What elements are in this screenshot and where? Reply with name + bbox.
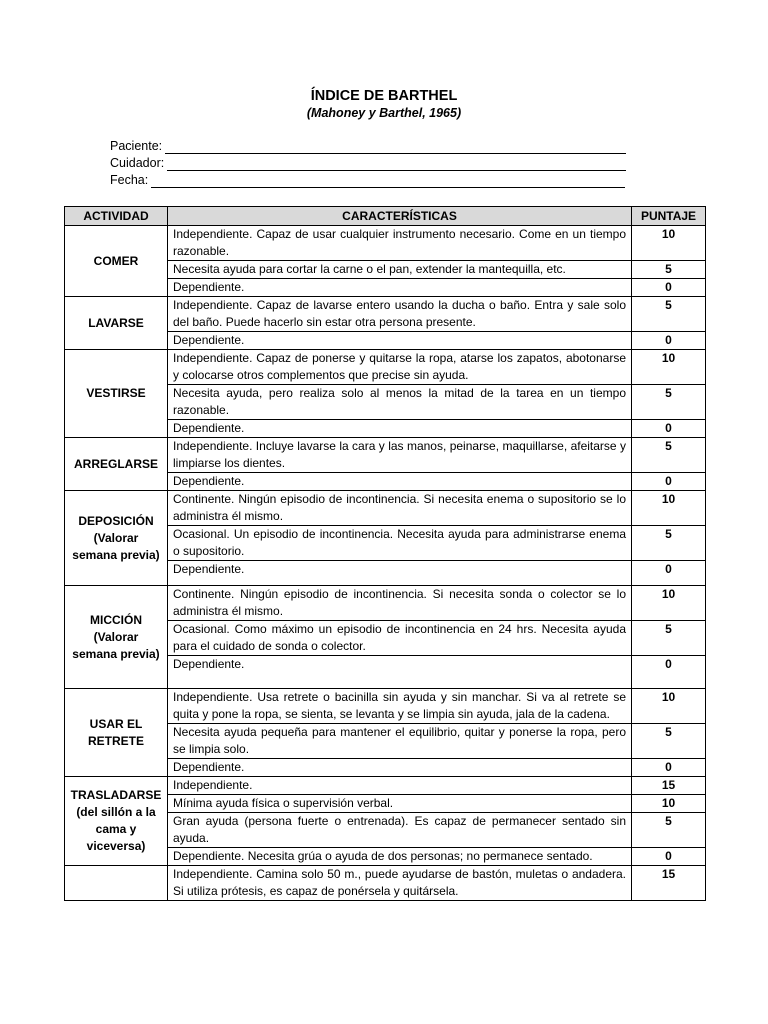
score-cell: 15 — [632, 866, 706, 901]
description-cell: Independiente. Capaz de usar cualquier instrumento necesario. Come en un tiempo razonable. — [168, 226, 632, 261]
caregiver-blank-line — [167, 158, 626, 171]
score-cell: 5 — [632, 261, 706, 279]
description-cell: Necesita ayuda para cortar la carne o el pan, extender la mantequilla, etc. — [168, 261, 632, 279]
description-cell: Dependiente. — [168, 561, 632, 586]
table-row — [65, 297, 706, 332]
description-cell: Dependiente. — [168, 279, 632, 297]
description-cell: Ocasional. Un episodio de incontinencia. Necesita ayuda para administrarse enema o supositorio. — [168, 526, 632, 561]
table-header-row — [65, 207, 706, 226]
activity-cell: USAR EL RETRETE — [65, 689, 168, 777]
score-cell: 15 — [632, 777, 706, 795]
description-cell: Mínima ayuda física o supervisión verbal. — [168, 795, 632, 813]
description-cell: Dependiente. Necesita grúa o ayuda de dos personas; no permanece sentado. — [168, 848, 632, 866]
description-cell: Dependiente. — [168, 759, 632, 777]
score-cell: 5 — [632, 813, 706, 848]
description-cell: Independiente. Capaz de lavarse entero usando la ducha o baño. Entra y sale solo del baño. Puede hacerlo sin estar otra persona presente. — [168, 297, 632, 332]
score-cell: 5 — [632, 724, 706, 759]
description-cell: Dependiente. — [168, 656, 632, 689]
activity-cell: DEPOSICIÓN (Valorar semana previa) — [65, 491, 168, 586]
score-cell: 5 — [632, 621, 706, 656]
score-cell: 10 — [632, 226, 706, 261]
score-cell: 5 — [632, 297, 706, 332]
score-cell: 0 — [632, 656, 706, 689]
document-title: ÍNDICE DE BARTHEL — [310, 88, 458, 104]
document-subtitle: (Mahoney y Barthel, 1965) — [306, 106, 462, 120]
description-cell: Dependiente. — [168, 332, 632, 350]
barthel-table — [64, 206, 706, 901]
table-row — [65, 866, 706, 901]
activity-cell: VESTIRSE — [65, 350, 168, 438]
description-cell: Dependiente. — [168, 420, 632, 438]
score-cell: 0 — [632, 332, 706, 350]
score-cell: 10 — [632, 350, 706, 385]
score-cell: 5 — [632, 438, 706, 473]
table-row — [65, 226, 706, 261]
description-cell: Gran ayuda (persona fuerte o entrenada). Es capaz de permanecer sentado sin ayuda. — [168, 813, 632, 848]
score-cell: 0 — [632, 561, 706, 586]
score-cell: 0 — [632, 759, 706, 777]
activity-cell: MICCIÓN (Valorar semana previa) — [65, 586, 168, 689]
header-score: PUNTAJE — [632, 207, 706, 226]
table-row — [65, 586, 706, 621]
activity-cell: ARREGLARSE — [65, 438, 168, 491]
patient-label: Paciente: — [110, 139, 163, 153]
description-cell: Necesita ayuda pequeña para mantener el equilibrio, quitar y ponerse la ropa, pero se limpia solo. — [168, 724, 632, 759]
score-cell: 0 — [632, 848, 706, 866]
description-cell: Independiente. — [168, 777, 632, 795]
header-activity: ACTIVIDAD — [65, 207, 168, 226]
score-cell: 10 — [632, 586, 706, 621]
table-row — [65, 777, 706, 795]
activity-cell: COMER — [65, 226, 168, 297]
date-label: Fecha: — [110, 173, 149, 187]
header-characteristics: CARACTERÍSTICAS — [168, 207, 632, 226]
description-cell: Dependiente. — [168, 473, 632, 491]
score-cell: 5 — [632, 526, 706, 561]
score-cell: 10 — [632, 795, 706, 813]
date-field — [110, 172, 625, 188]
table-row — [65, 350, 706, 385]
score-cell: 0 — [632, 279, 706, 297]
caregiver-field — [110, 155, 626, 171]
score-cell: 5 — [632, 385, 706, 420]
score-cell: 0 — [632, 473, 706, 491]
patient-blank-line — [165, 141, 626, 154]
activity-cell — [65, 866, 168, 901]
description-cell: Ocasional. Como máximo un episodio de incontinencia en 24 hrs. Necesita ayuda para el cuidado de sonda o colector. — [168, 621, 632, 656]
activity-cell: LAVARSE — [65, 297, 168, 350]
score-cell: 10 — [632, 491, 706, 526]
description-cell: Independiente. Incluye lavarse la cara y las manos, peinarse, maquillarse, afeitarse y limpiarse los dientes. — [168, 438, 632, 473]
date-blank-line — [151, 175, 625, 188]
score-cell: 0 — [632, 420, 706, 438]
description-cell: Necesita ayuda, pero realiza solo al menos la mitad de la tarea en un tiempo razonable. — [168, 385, 632, 420]
description-cell: Continente. Ningún episodio de incontinencia. Si necesita sonda o colector se lo administra él mismo. — [168, 586, 632, 621]
patient-field — [110, 138, 626, 154]
score-cell: 10 — [632, 689, 706, 724]
description-cell: Independiente. Capaz de ponerse y quitarse la ropa, atarse los zapatos, abotonarse y colocarse otros complementos que precise sin ayuda. — [168, 350, 632, 385]
table-row — [65, 689, 706, 724]
activity-cell: TRASLADARSE (del sillón a la cama y viceversa) — [65, 777, 168, 866]
table-row — [65, 491, 706, 526]
description-cell: Continente. Ningún episodio de incontinencia. Si necesita enema o supositorio se lo administra él mismo. — [168, 491, 632, 526]
caregiver-label: Cuidador: — [110, 156, 165, 170]
description-cell: Independiente. Usa retrete o bacinilla sin ayuda y sin manchar. Si va al retrete se quita y pone la ropa, se sienta, se levanta y se limpia sin ayuda, jala de la cadena. — [168, 689, 632, 724]
table-row — [65, 438, 706, 473]
description-cell: Independiente. Camina solo 50 m., puede ayudarse de bastón, muletas o andadera. Si utiliza prótesis, es capaz de ponérsela y quitársela. — [168, 866, 632, 901]
